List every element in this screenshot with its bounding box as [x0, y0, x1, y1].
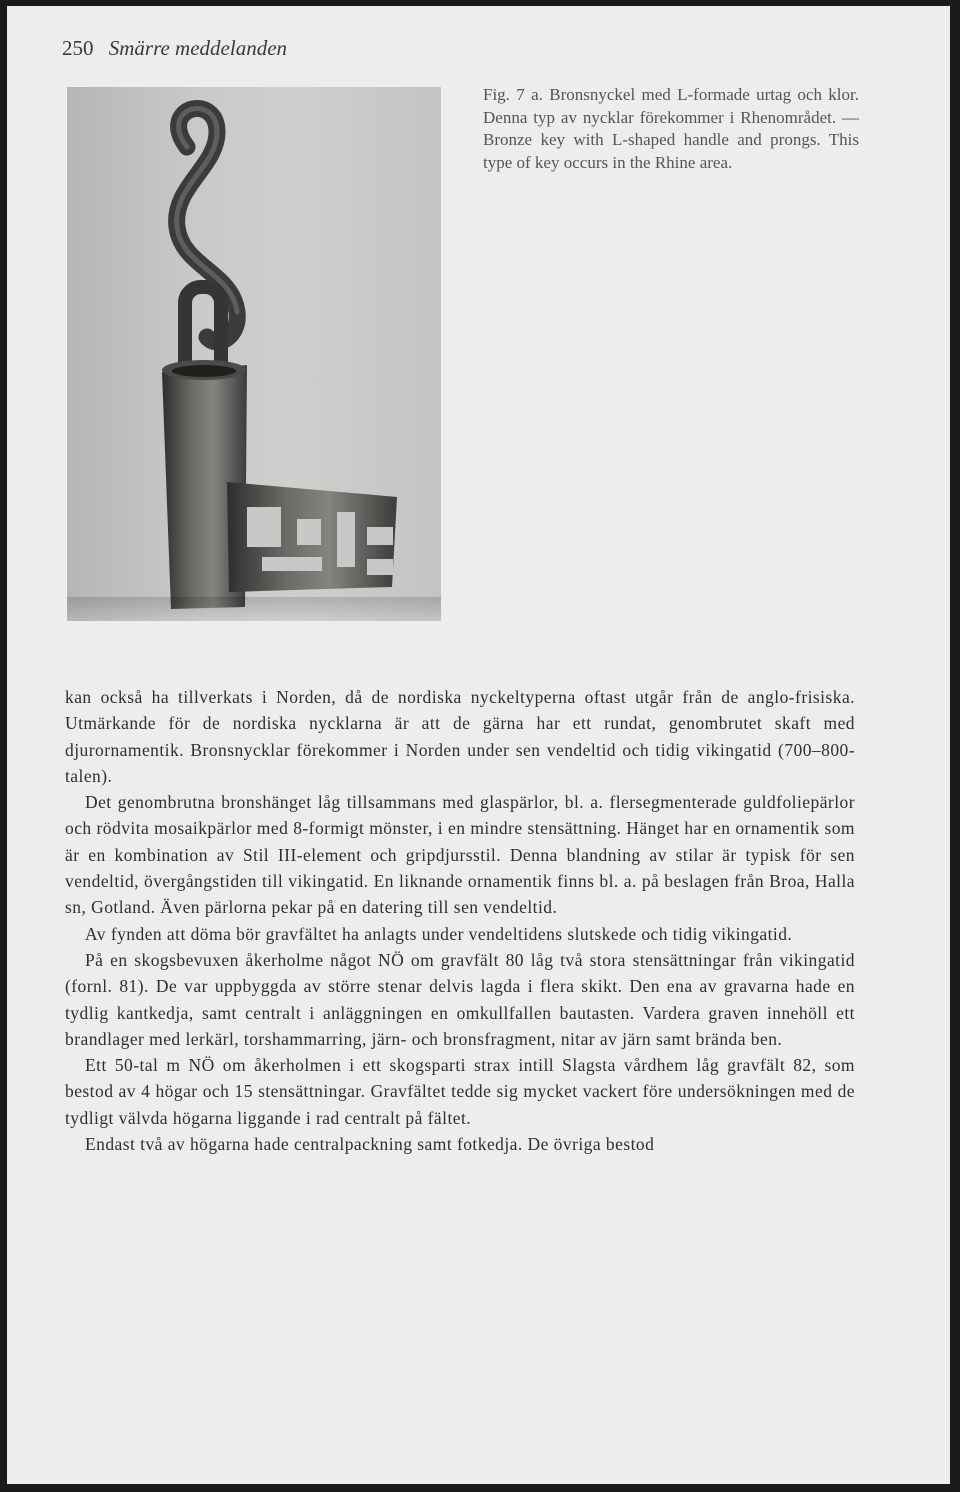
body-text — [65, 684, 855, 1157]
figure-photo-bronze-key — [67, 87, 441, 621]
book-page — [7, 6, 950, 1484]
running-head — [62, 36, 287, 61]
page-number: 250 — [62, 36, 94, 60]
bronze-key-illustration — [67, 87, 441, 621]
paragraph: Av fynden att döma bör gravfältet ha anlagts under vendeltidens slutskede och tidig vikingatid. — [85, 923, 793, 944]
paragraph: På en skogsbevuxen åkerholme något NÖ om gravfält 80 låg två stora stensättningar från vikingatid (fornl. 81). De var uppbyggda av större stenar delvis lagda i flera skikt. Den ena av gravarna hade en tydlig kantkedja, samt centralt i anläggningen en omkullfallen bautasten. Vardera graven innehöll ett brandlager med lerkärl, torshammarring, järn- och bronsfragment, nitar av järn samt brända ben. — [65, 949, 855, 1049]
paragraph: kan också ha tillverkats i Norden, då de nordiska nyckeltyperna oftast utgår från de anglo-frisiska. Utmärkande för de nordiska nycklarna är att de gärna har ett rundat, genombrutet skaft med djurornamentik. Bronsnycklar förekommer i Norden under sen vendeltid och tidig vikingatid (700–800-talen). — [65, 687, 855, 786]
paragraph: Ett 50-tal m NÖ om åkerholmen i ett skogsparti strax intill Slagsta vårdhem låg gravfält 82, som bestod av 4 högar och 15 stensättningar. Gravfältet tedde sig mycket vackert före undersökningen med de tydligt välvda högarna liggande i rad centralt på fältet. — [65, 1055, 855, 1128]
figure-caption: Fig. 7 a. Bronsnyckel med L-formade urtag och klor. Denna typ av nycklar förekommer i Rhenområdet. — Bronze key with L-shaped handle and prongs. This type of key occurs in the Rhine area. — [483, 85, 859, 172]
paragraph: Det genombrutna bronshänget låg tillsammans med glaspärlor, bl. a. flersegmenterade guldfoliepärlor och rödvita mosaikpärlor med 8-formigt mönster, i en mindre stensättning. Hänget har en ornamentik som är en kombination av Stil III-element och gripdjursstil. Denna blandning av stilar är typisk för sen vendeltid, övergångstiden till vikingatid. En liknande ornamentik finns bl. a. på beslagen från Broa, Halla sn, Gotland. Även pärlorna pekar på en datering till sen vendeltid. — [65, 792, 855, 918]
running-title: Smärre meddelanden — [108, 36, 288, 60]
paragraph: Endast två av högarna hade centralpackning samt fotkedja. De övriga bestod — [85, 1134, 655, 1155]
